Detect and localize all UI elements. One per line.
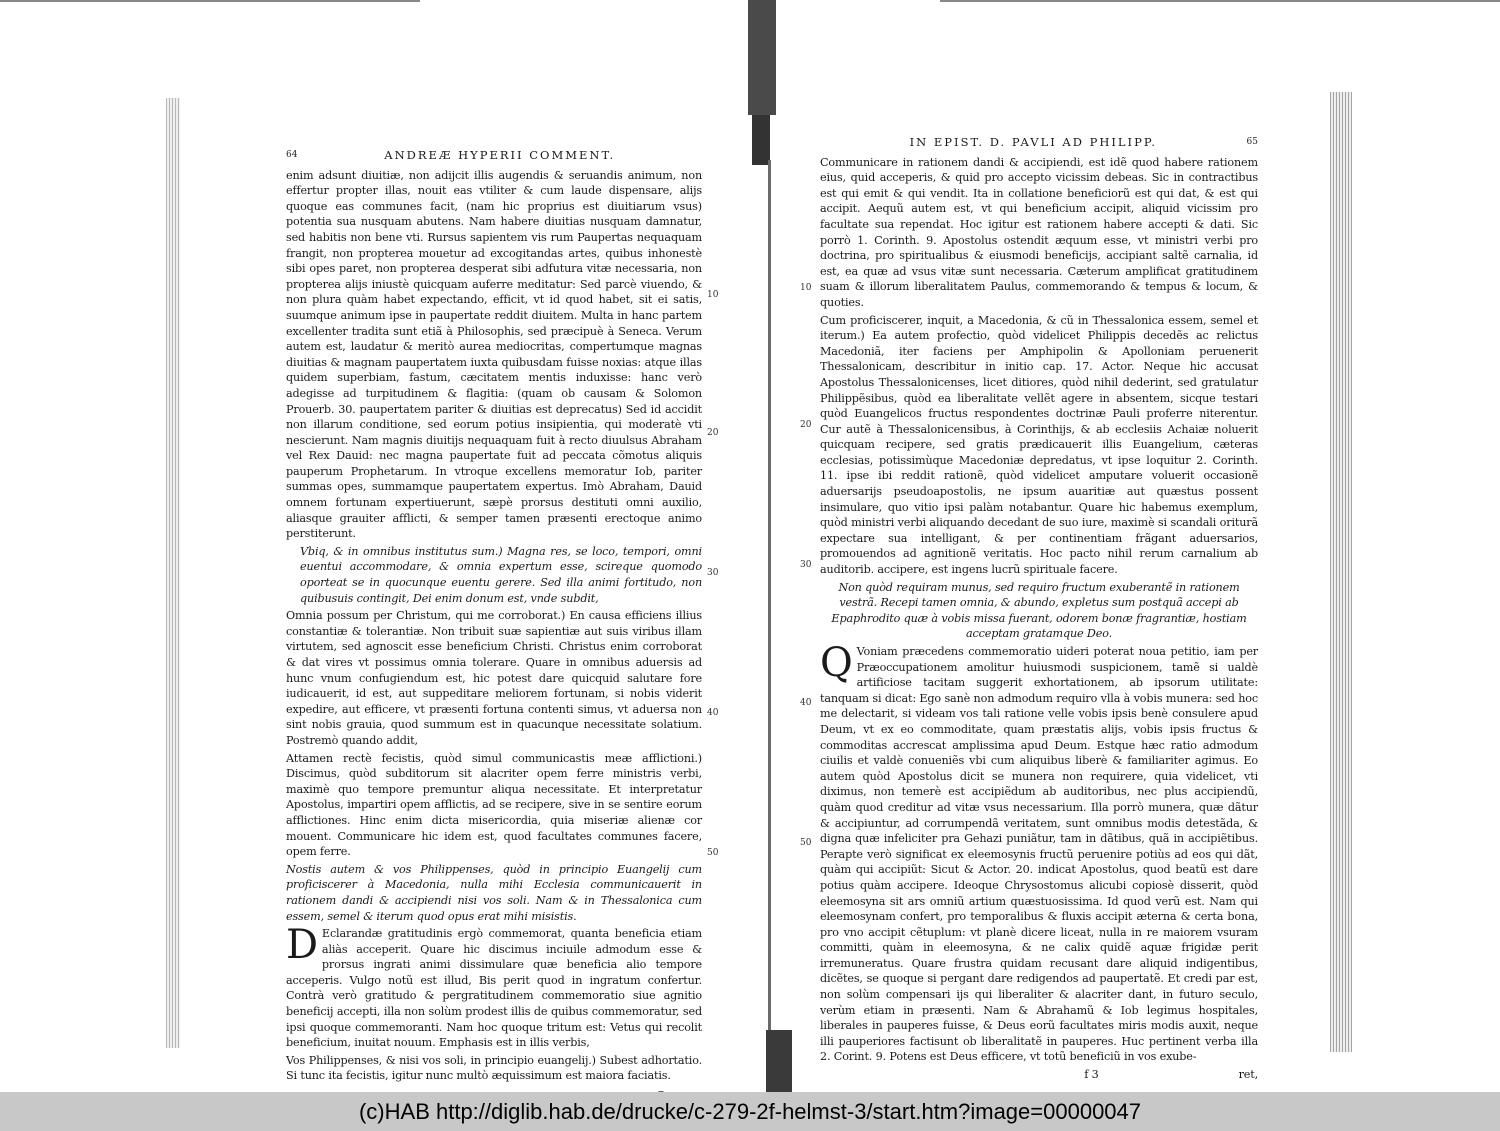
left-line-number-50: 50 bbox=[707, 848, 719, 858]
right-signature: f 3 bbox=[1084, 1068, 1099, 1082]
left-running-head bbox=[286, 148, 702, 164]
right-paragraph-4-text: Voniam præcedens commemoratio uideri poterat noua petitio, iam per Præoccupationem amolitur huiusmodi suspicionem, tamẽ si ualdè artificiose tacitam suggerit exhortationem, ab ipsorum utilitate: tanquam si dicat: Ego sanè non admodum requiro vlla à vobis munera: sed hoc me delectarit, si videam vos tali ratione velle vobis ipsis benè consulere apud Deum, vt ex eo commoditate, quam præstatis alijs, vobis ipsis fructus & commoditas accrescat amplissima apud Deum. Estque hæc ratio admodum ciuilis et valdè conueniẽs vbi cum aliquibus liberè & familiariter agimus. Eo autem quòd Apostolus dicit se munera non requirere, quia videlicet, vti diximus, non temerè est accipiẽdum ab auditoribus, nec plus accipiendũ, quàm quod creditur ad vitæ vsus necessarium. Illa porrò munera, quæ dãtur & accipiuntur, ad corrumpendã veritatem, sunt omnibus modis detestãda, & digna quæ infeliciter pra Gehazi puniãtur, tam in dãtibus, quã in accipiẽtibus. Perapte verò significat ex eleemosynis fructũ peruenire potiùs ad eos qui dãt, quàm qui accipiũt: Sicut & Actor. 20. indicat Apostolus, quod beatũ est dare potius quàm accipere. Ideoque Chrysostomus alicubi copiosè disserit, quòd eleemosyna sit ars omniũ artium quæstuosissima. Id quod verũ est. Nam qui eleemosynam confert, pro temporalibus & fluxis accipit æterna & certa bona, pro vno accipit cẽtuplum: vt planè dicere liceat, nulla in re maiorem vsuram committi, quàm in eleemosyna, & ne calix quidẽ aquæ frigidæ perit irremuneratus. Quare frustra quidam recusant dare aliquid indigentibus, dicẽtes, se quoque si pergant dare redigendos ad paupertatẽ. Et credi par est, non solùm compensari ijs qui liberaliter & alacriter dant, in futuro seculo, verùm etiam in præsenti. Nam & Abrahamũ & Iob legimus hospitales, liberales in pauperes fuisse, & Deus eorũ facultates miris modis auxit, neque illi pauperiores factisunt ob liberalitatẽ in pauperes. Huc pertinent verba illa 2. Corint. 9. Potens est Deus efficere, vt totũ beneficiũ in vos exube- bbox=[820, 645, 1258, 1064]
gutter-shadow-bottom bbox=[766, 1030, 792, 1092]
scan-edge-top-right bbox=[940, 0, 1500, 2]
left-line-number-40: 40 bbox=[707, 708, 719, 718]
scan-edge-top-left bbox=[0, 0, 420, 2]
left-paragraph-3: Omnia possum per Christum, qui me corroborat.) En causa efficiens illius constantiæ & tolerantiæ. Non tribuit suæ sapientiæ aut suis viribus illam virtutem, sed agnoscit esse beneficium Christi. Christus enim corroborat & dat vires vt possimus omnia tolerare. Quare in omnibus aduersis ad hunc vnum confugiendum est, hic potest dare quicquid salutare fore iudicauerit, id est, aut suppeditare meliorem fortunam, si nobis viderit expedire, aut efficere, vt præsenti fortuna contenti simus, vt aduersa non sint nobis grauia, quod summum est in quacunque necessitate solatium. Postremò quando addit, bbox=[286, 609, 702, 747]
right-paragraph-4 bbox=[820, 640, 1258, 1065]
right-running-head bbox=[820, 135, 1258, 151]
left-page bbox=[286, 148, 702, 1104]
right-line-number-20: 20 bbox=[800, 420, 812, 430]
left-paragraph-5: Nostis autem & vos Philippenses, quòd in principio Euangelij cum proficiscerer à Macedonia, nulla mihi Ecclesia communicauerit in rationem dandi & accipiendi nisi vos soli. Nam & in Thessalonica cum essem, semel & iterum quod opus erat mihi misistis. bbox=[286, 862, 702, 923]
right-paragraph-3: Non quòd requiram munus, sed requiro fructum exuberantẽ in rationem vestrã. Recepi tamen omnia, & abundo, expletus sum postquã accepi ab Epaphrodito quæ à vobis missa fuerant, odorem bonæ fragrantiæ, hostiam acceptam gratamque Deo. bbox=[831, 580, 1247, 641]
right-running-title: IN EPIST. D. PAVLI AD PHILIPP. bbox=[909, 135, 1157, 149]
left-paragraph-7: Vos Philippenses, & nisi vos soli, in principio euangelij.) Subest adhortatio. Si tunc ita fecistis, igitur nunc multò æquissimum est maiora faciatis. bbox=[286, 1053, 702, 1083]
left-paragraph-4: Attamen rectè fecistis, quòd simul communicastis meæ afflictioni.) Discimus, quòd subditorum sit alacriter opem ferre ministris verbi, maximè quo tempore premuntur aliqua necessitate. Et interpretatur Apostolus, impartiri opem afflictis, ad se recipere, sive in se sentire eorum afflictiones. Hinc enim dicta misericordia, quia miseriæ alienæ cor mouent. Communicare hic idem est, quod facultates communes facere, opem ferre. bbox=[286, 751, 702, 859]
right-line-number-50: 50 bbox=[800, 838, 812, 848]
left-paragraph-6 bbox=[286, 922, 702, 1051]
right-page bbox=[820, 135, 1258, 1083]
left-paragraph-6-text: Eclarandæ gratitudinis ergò commemorat, quanta beneficia etiam aliàs acceperit. Quare hic discimus inciuile admodum esse & prorsus ingrati animi dissimulare quæ beneficia alio tempore acceperis. Vulgo notũ est illud, Bis perit quod in ingratum confertur. Contrà verò gratitudo & pergratitudinem commemoratio siue agnitio beneficij accepti, illa non solùm prodest illis de quibus commemoratur, sed ipsi quoque commemoranti. Nam hoc quoque tritum est: Vetus qui recolit beneficium, inuitat nouum. Emphasis est in illis verbis, bbox=[286, 927, 702, 1050]
left-line-number-20: 20 bbox=[707, 428, 719, 438]
left-running-title: ANDREÆ HYPERII COMMENT. bbox=[384, 148, 616, 162]
gutter-line bbox=[768, 160, 771, 1040]
right-paragraph-1: Communicare in rationem dandi & accipiendi, est idẽ quod habere rationem eius, quid acceperis, & quid pro accepto vicissim debeas. Sic in contractibus est qui emit & qui vendit. Ita in collatione beneficiorũ est qui dat, & est qui accipit. Aequũ autem est, vt qui beneficium accipit, aliquid vicissim pro facultate sua rependat. Hoc igitur est rationem habere accepti & dati. Sic porrò 1. Corinth. 9. Apostolus ostendit æquum esse, vt ministri verbi pro doctrina, pro spiritualibus & eiusmodi beneficijs, accipiant saltẽ carnalia, id est, ea quæ ad vsus vitæ sunt necessaria. Cæterum amplificat gratitudinem suam & illorum liberalitatem Paulus, commemorando & tempus & locum, & quoties. bbox=[820, 155, 1258, 309]
right-initial: Q bbox=[820, 640, 853, 686]
right-line-number-10: 10 bbox=[800, 283, 812, 293]
left-page-number: 64 bbox=[286, 150, 298, 160]
left-paragraph-1: enim adsunt diuitiæ, non adijcit illis augendis & seruandis animum, non effertur propter illas, nouit eas vtiliter & cum laude dispensare, alijs quoque eas communes facit, (nam hic proprius est diuitiarum vsus) potentia sua nusquam abutens. Nam habere diuitias nusquam damnatur, sed habitis non bene vti. Rursus sapientem vis rum Paupertas nequaquam frangit, non propterea mouetur ad excogitandas artes, quibus inhonestè sibi opes paret, non propterea desperat sibi adfutura vitæ necessaria, non propterea alijs iniustè quicquam auferre meditatur: Sed parcè viuendo, & non plura quàm habet expectando, efficit, vt id quod habet, sit ei satis, suumque animum ipse in paupertate reddit diuitem. Multa in hanc partem excellenter tradita sunt etiã à Philosophis, sed præcipuè à Seneca. Verum autem est, laudatur & meritò aurea mediocritas, compertumque magnas diuitias & magnam paupertatem iuxta quibusdam fuisse noxias: atque illas quidem superbiam, fastum, cæcitatem mentis induxisse: hanc verò adegisse ad turpitudinem & flagitia: (quam ob causam & Solomon Prouerb. 30. paupertatem pariter & diuitias est deprecatus) Sed id accidit non illarum conditione, sed eorum potius insipientia, qui moderatè vti nescierunt. Nam magnis diuitijs nequaquam fuit à recto diuulsus Abraham vel Rex Dauid: nec magna paupertate fuit ad peccata cõmotus aliquis pauperum Prophetarum. In vtroque excellens memoratur Iob, pariter summas opes, summamque paupertatem expertus. Imò Abraham, Dauid omnem fortunam expertiuerunt, sæpè prorsus destituti omni auxilio, aliasque grauiter afflicti, & semper tamen præsenti erectoque animo perstiterunt. bbox=[286, 168, 702, 541]
right-line-number-30: 30 bbox=[800, 560, 812, 570]
page-edge-right bbox=[1330, 92, 1352, 1052]
right-page-number: 65 bbox=[1246, 137, 1258, 147]
right-paragraph-2: Cum proficiscerer, inquit, a Macedonia, & cũ in Thessalonica essem, semel et iterum.) Ea autem profectio, quòd videlicet Philippis decedẽs ac relictus Macedoniã, iter faciens per Amphipolin & Apolloniam peruenerit Thessalonicam, describitur in initio cap. 17. Actor. Neque hic accusat Apostolus Thessalonicenses, licet ditiores, quòd nihil dederint, sed gratulatur Philippẽsibus, quòd ea liberalitate vellẽt agere in absentem, sicque testari quòd Euangelicos fructus respondentes doctrinæ Pauli proferre niterentur. Cur autẽ à Thessalonicensibus, à Corinthijs, & ab ecclesiis Achaiæ noluerit quicquam recipere, sed gratis prædicauerit illis Euangelium, cæteras ecclesias, potissimùque Macedoniæ depredatus, vt ipse loquitur 2. Corinth. 11. ipse ibi reddit rationẽ, quòd videlicet amputare voluerit occasionẽ aduersarijs pseudoapostolis, ne ipsum auaritiæ aut quæstus possent insimulare, quo vitio ipsi palàm notabantur. Quare hic habemus exemplum, quòd ministri verbi aliquando decedant de suo iure, maximè si scandali oriturã expectare sua intelligant, & per continentiam frãgant aduersarios, promouendos ad agnitionẽ veritatis. Hoc pacto nihil rerum carnalium ab auditorib. accipere, est ingens lucrũ spirituale facere. bbox=[820, 313, 1258, 577]
right-catchword: ret, bbox=[1238, 1068, 1258, 1082]
left-paragraph-2: Vbiq, & in omnibus institutus sum.) Magna res, se loco, tempori, omni euentui accommodare, & omnia expertum esse, scireque quomodo oporteat se in quocunque euentu gerere. Sed illa animi fortitudo, non quibusuis contingit, Dei enim donum est, vnde subdit, bbox=[300, 544, 702, 605]
gutter-shadow-upper bbox=[752, 115, 770, 165]
gutter-shadow-top bbox=[748, 0, 776, 115]
left-initial: D bbox=[286, 922, 318, 969]
right-line-number-40: 40 bbox=[800, 698, 812, 708]
left-line-number-30: 30 bbox=[707, 568, 719, 578]
right-footer-line bbox=[820, 1067, 1258, 1083]
page-edge-left bbox=[166, 98, 180, 1048]
copyright-footer: (c)HAB http://diglib.hab.de/drucke/c-279-2f-helmst-3/start.htm?image=00000047 bbox=[0, 1092, 1500, 1131]
left-line-number-10: 10 bbox=[707, 290, 719, 300]
